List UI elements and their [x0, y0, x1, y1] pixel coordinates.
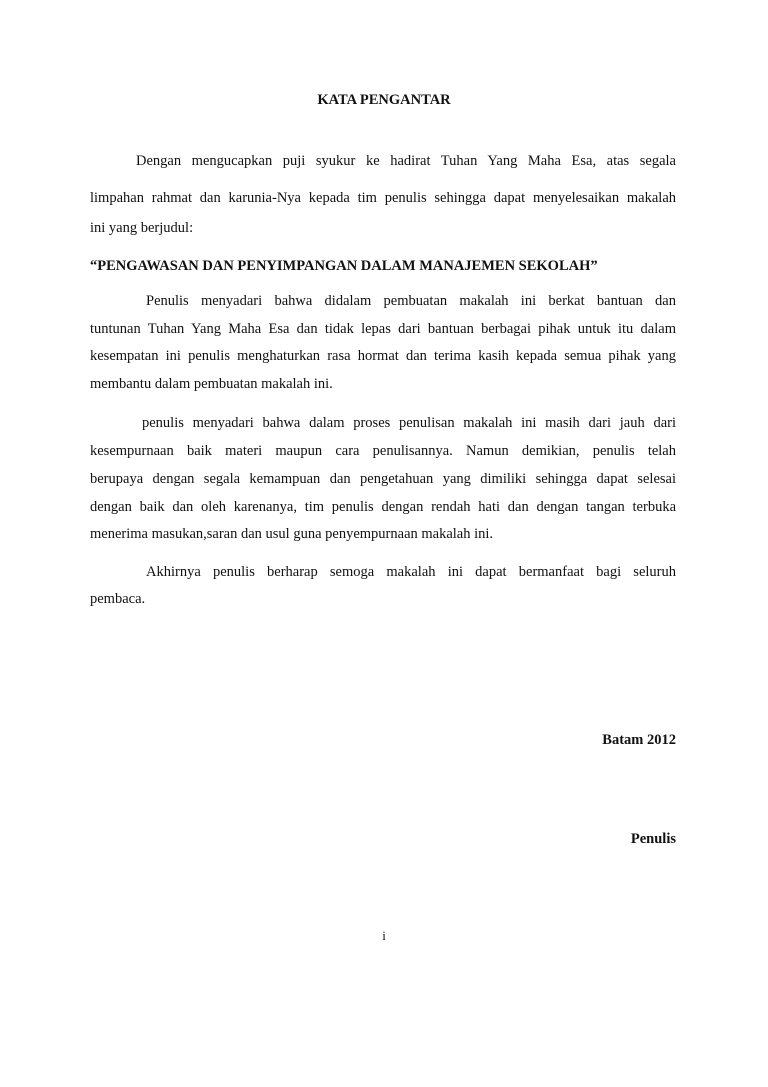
paragraph-line: ini yang berjudul:: [90, 220, 194, 236]
paragraph-line: Dengan mengucapkan puji syukur ke hadirat Tuhan Yang Maha Esa, atas segala: [136, 153, 676, 169]
paragraph-line: berupaya dengan segala kemampuan dan pengetahuan yang dimiliki sehingga dapat selesai: [90, 471, 676, 487]
paragraph-line: kesempurnaan baik materi maupun cara penulisannya. Namun demikian, penulis telah: [90, 443, 676, 459]
page-title: KATA PENGANTAR: [317, 92, 451, 108]
paragraph-line: penulis menyadari bahwa dalam proses penulisan makalah ini masih dari jauh dari: [142, 415, 676, 431]
paragraph-line: menerima masukan,saran dan usul guna penyempurnaan makalah ini.: [90, 526, 494, 542]
paragraph-line: Akhirnya penulis berharap semoga makalah ini dapat bermanfaat bagi seluruh: [146, 564, 676, 580]
place-date: Batam 2012: [602, 732, 676, 748]
paragraph-line: Penulis menyadari bahwa didalam pembuatan makalah ini berkat bantuan dan: [146, 293, 676, 309]
paragraph-line: tuntunan Tuhan Yang Maha Esa dan tidak lepas dari bantuan berbagai pihak untuk itu dalam: [90, 321, 676, 337]
paper-title: “PENGAWASAN DAN PENYIMPANGAN DALAM MANAJEMEN SEKOLAH”: [90, 258, 598, 274]
paragraph-line: kesempatan ini penulis menghaturkan rasa hormat dan terima kasih kepada semua pihak yang: [90, 348, 676, 364]
paragraph-line: membantu dalam pembuatan makalah ini.: [90, 376, 333, 392]
paragraph-line: dengan baik dan oleh karenanya, tim penulis dengan rendah hati dan dengan tangan terbuka: [90, 499, 676, 515]
paragraph-line: pembaca.: [90, 591, 146, 607]
paragraph-line: limpahan rahmat dan karunia-Nya kepada tim penulis sehingga dapat menyelesaikan makalah: [90, 190, 676, 206]
signature: Penulis: [630, 831, 676, 847]
page-number: i: [382, 928, 386, 943]
